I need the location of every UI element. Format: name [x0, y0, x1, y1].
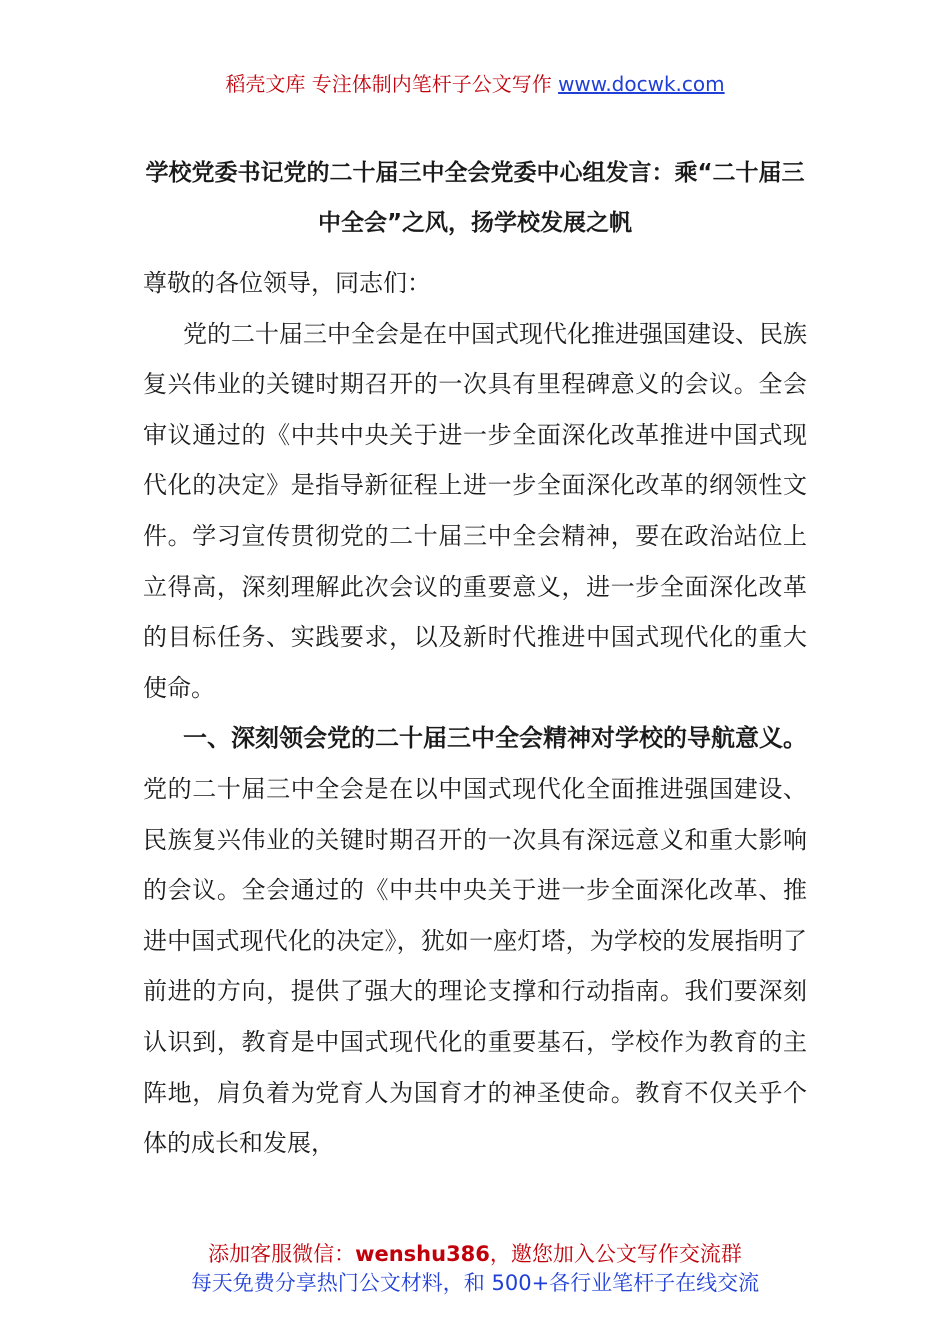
section-paragraph — [143, 713, 807, 1168]
section-heading: 一、深刻领会党的二十届三中全会精神对学校的导航意义。 — [183, 724, 807, 753]
page-header — [0, 68, 950, 100]
header-link[interactable]: www.docwk.com — [558, 72, 725, 96]
page-footer — [0, 1240, 950, 1298]
document-title: 学校党委书记党的二十届三中全会党委中心组发言：乘“二十届三中全会”之风，扬学校发展之帆 — [145, 160, 805, 236]
salutation: 尊敬的各位领导，同志们： — [143, 269, 431, 297]
wechat-id: wenshu386 — [355, 1242, 490, 1266]
paragraph: 党的二十届三中全会是在中国式现代化推进强国建设、民族复兴伟业的关键时期召开的一次具有里程碑意义的会议。全会审议通过的《中共中央关于进一步全面深化改革推进中国式现代化的决定》是指导新征程上进一步全面深化改革的纲领性文件。学习宣传贯彻党的二十届三中全会精神，要在政治站位上立得高，深刻理解此次会议的重要意义，进一步全面深化改革的目标任务、实践要求，以及新时代推进中国式现代化的重大使命。 — [143, 319, 807, 702]
footer-line-2: 每天免费分享热门公文材料，和 500+各行业笔杆子在线交流 — [190, 1271, 760, 1295]
footer-suffix: ，邀您加入公文写作交流群 — [489, 1242, 742, 1266]
document-body — [143, 258, 807, 1169]
header-text: 稻壳文库 专注体制内笔杆子公文写作 — [225, 72, 559, 96]
footer-line-1 — [0, 1240, 950, 1269]
section-text: 党的二十届三中全会是在以中国式现代化全面推进强国建设、民族复兴伟业的关键时期召开的一次具有深远意义和重大影响的会议。全会通过的《中共中央关于进一步全面深化改革、推进中国式现代化的决定》，犹如一座灯塔，为学校的发展指明了前进的方向，提供了强大的理论支撑和行动指南。我们要深刻认识到，教育是中国式现代化的重要基石，学校作为教育的主阵地，肩负着为党育人为国育才的神圣使命。教育不仅关乎个体的成长和发展， — [143, 774, 807, 1158]
footer-prefix: 添加客服微信： — [208, 1242, 356, 1266]
